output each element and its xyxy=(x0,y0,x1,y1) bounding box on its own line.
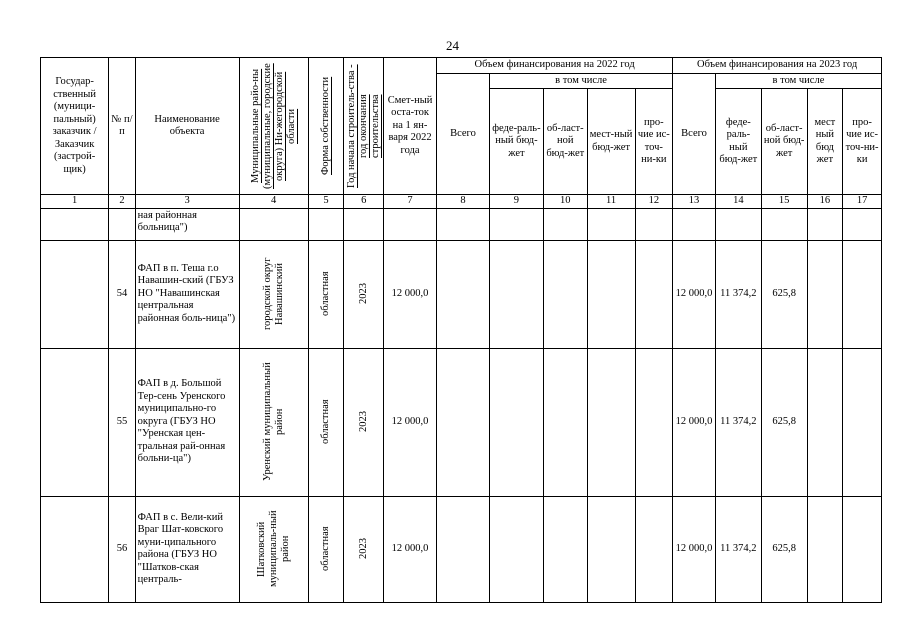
federal-2022 xyxy=(489,496,543,602)
header-group-2022: Объем финансирования на 2022 год xyxy=(437,58,673,74)
table-row xyxy=(41,240,882,348)
col-number: 11 xyxy=(587,195,635,209)
header-customer: Государ-ственный (муници-пальный) заказчик / Заказчик (застрой-щик) xyxy=(41,58,109,195)
col-number: 8 xyxy=(437,195,490,209)
header-including-2022: в том числе xyxy=(489,73,672,89)
cell xyxy=(843,208,882,240)
header-other-2022: про-чие ис-точ-ни-ки xyxy=(635,89,673,195)
cell xyxy=(41,208,109,240)
regional-2022 xyxy=(543,348,587,496)
header-districts: Муниципальные райо-ны (муниципальные, городские округа) Ни-жегородской области xyxy=(239,58,308,195)
district-cell: Шатковский муниципаль-ный район xyxy=(239,496,308,602)
federal-2022 xyxy=(489,348,543,496)
customer-cell xyxy=(41,496,109,602)
local-2023 xyxy=(807,496,843,602)
federal-2023: 11 374,2 xyxy=(715,496,761,602)
regional-2022 xyxy=(543,240,587,348)
total-2023: 12 000,0 xyxy=(673,496,716,602)
financing-table xyxy=(40,57,882,603)
header-federal-2023: феде-раль-ный бюд-жет xyxy=(715,89,761,195)
cell xyxy=(543,208,587,240)
other-2023 xyxy=(843,348,882,496)
regional-2022 xyxy=(543,496,587,602)
table-row xyxy=(41,496,882,602)
total-2023: 12 000,0 xyxy=(673,240,716,348)
year-cell: 2023 xyxy=(344,496,384,602)
header-group-2023: Объем финансирования на 2023 год xyxy=(673,58,882,74)
cell xyxy=(109,208,135,240)
header-total-2023: Всего xyxy=(673,73,716,195)
header-ownership: Форма собственности xyxy=(308,58,344,195)
col-number: 15 xyxy=(761,195,807,209)
federal-2023: 11 374,2 xyxy=(715,240,761,348)
federal-2023: 11 374,2 xyxy=(715,348,761,496)
col-number: 16 xyxy=(807,195,843,209)
col-number: 4 xyxy=(239,195,308,209)
cell xyxy=(308,208,344,240)
district-cell: городской округ Навашинский xyxy=(239,240,308,348)
col-number: 9 xyxy=(489,195,543,209)
cell xyxy=(807,208,843,240)
regional-2023: 625,8 xyxy=(761,496,807,602)
other-2022 xyxy=(635,240,673,348)
table-row xyxy=(41,348,882,496)
header-including-2023: в том числе xyxy=(715,73,881,89)
header-number: № п/п xyxy=(109,58,135,195)
customer-cell xyxy=(41,348,109,496)
total-2022 xyxy=(437,240,490,348)
col-number: 6 xyxy=(344,195,384,209)
cell xyxy=(635,208,673,240)
local-2023 xyxy=(807,240,843,348)
regional-2023: 625,8 xyxy=(761,240,807,348)
other-2022 xyxy=(635,496,673,602)
ownership-cell: областная xyxy=(308,496,344,602)
col-number: 14 xyxy=(715,195,761,209)
col-number: 12 xyxy=(635,195,673,209)
cell xyxy=(384,208,437,240)
customer-cell xyxy=(41,240,109,348)
federal-2022 xyxy=(489,240,543,348)
total-2023: 12 000,0 xyxy=(673,348,716,496)
ownership-cell: областная xyxy=(308,348,344,496)
local-2023 xyxy=(807,348,843,496)
object-name-continuation: ная районная больница") xyxy=(135,208,239,240)
header-regional-2023: об-ласт-ной бюд-жет xyxy=(761,89,807,195)
header-regional-2022: об-ласт-ной бюд-жет xyxy=(543,89,587,195)
header-total-2022: Всего xyxy=(437,73,490,195)
col-number: 17 xyxy=(843,195,882,209)
page-number: 24 xyxy=(446,38,459,53)
col-number: 10 xyxy=(543,195,587,209)
district-cell: Уренский муниципальный район xyxy=(239,348,308,496)
cell xyxy=(587,208,635,240)
local-2022 xyxy=(587,348,635,496)
row-number: 55 xyxy=(109,348,135,496)
total-2022 xyxy=(437,348,490,496)
row-number: 54 xyxy=(109,240,135,348)
table-row-continuation xyxy=(41,208,882,240)
object-name: ФАП в с. Вели-кий Враг Шат-ковского муни-ципального района (ГБУЗ НО "Шатков-ская централь- xyxy=(135,496,239,602)
col-number: 7 xyxy=(384,195,437,209)
object-name: ФАП в д. Большой Тер-сень Уренского муниципально-го округа (ГБУЗ НО "Уренская цен-тральная рай-онная больни-ца") xyxy=(135,348,239,496)
cell xyxy=(673,208,716,240)
total-2022 xyxy=(437,496,490,602)
cell xyxy=(239,208,308,240)
cell xyxy=(715,208,761,240)
col-number: 2 xyxy=(109,195,135,209)
col-number: 13 xyxy=(673,195,716,209)
ownership-cell: областная xyxy=(308,240,344,348)
object-name: ФАП в п. Теша г.о Навашин-ский (ГБУЗ НО "Навашинская центральная районная боль-ница") xyxy=(135,240,239,348)
header-remaining-estimate: Смет-ный оста-ток на 1 ян-варя 2022 года xyxy=(384,58,437,195)
cell xyxy=(761,208,807,240)
cell xyxy=(489,208,543,240)
remaining-estimate: 12 000,0 xyxy=(384,348,437,496)
other-2022 xyxy=(635,348,673,496)
header-local-2022: мест-ный бюд-жет xyxy=(587,89,635,195)
regional-2023: 625,8 xyxy=(761,348,807,496)
local-2022 xyxy=(587,496,635,602)
cell xyxy=(437,208,490,240)
header-construction-years: Год начала строитель-ства - год окончания строительства xyxy=(344,58,384,195)
remaining-estimate: 12 000,0 xyxy=(384,240,437,348)
row-number: 56 xyxy=(109,496,135,602)
cell xyxy=(344,208,384,240)
header-federal-2022: феде-раль-ный бюд-жет xyxy=(489,89,543,195)
header-object-name: Наименование объекта xyxy=(135,58,239,195)
remaining-estimate: 12 000,0 xyxy=(384,496,437,602)
header-local-2023: мест ный бюд жет xyxy=(807,89,843,195)
year-cell: 2023 xyxy=(344,348,384,496)
header-other-2023: про-чие ис-точ-ни-ки xyxy=(843,89,882,195)
local-2022 xyxy=(587,240,635,348)
col-number: 1 xyxy=(41,195,109,209)
col-number: 5 xyxy=(308,195,344,209)
other-2023 xyxy=(843,496,882,602)
other-2023 xyxy=(843,240,882,348)
col-number: 3 xyxy=(135,195,239,209)
year-cell: 2023 xyxy=(344,240,384,348)
